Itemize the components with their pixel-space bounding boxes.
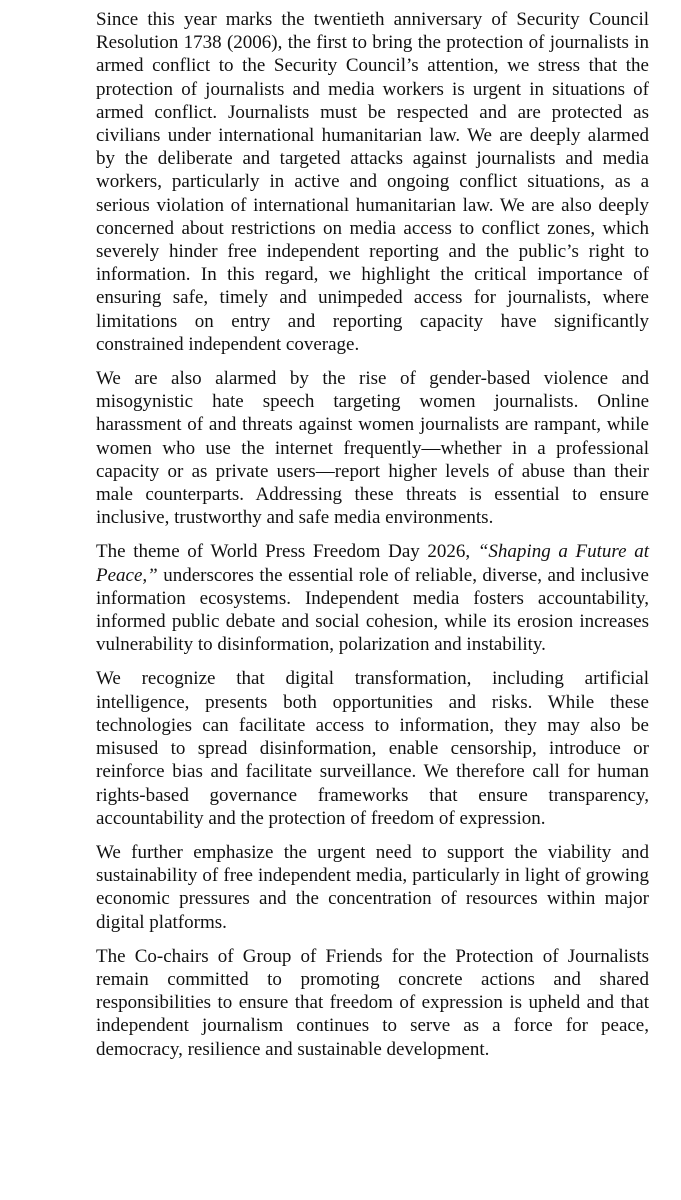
- theme-body-text: underscores the essential role of reliable, diverse, and inclusive information ecosystems. Independent media fosters accountability, informed public debate and social cohesion, while its erosion increases vulnerability to disinformation, polarization and instability.: [96, 564, 649, 656]
- paragraph-media-viability: We further emphasize the urgent need to support the viability and sustainability of free independent media, particularly in light of growing economic pressures and the concentration of resources within major digital platforms.: [96, 841, 649, 933]
- document-page: [96, 8, 649, 1072]
- paragraph-gender-based-violence: We are also alarmed by the rise of gender-based violence and misogynistic hate speech targeting women journalists. Online harassment of and threats against women journalists are rampant, while women who use the internet frequently—whether in a professional capacity or as private users—report higher levels of abuse than their male counterparts. Addressing these threats is essential to ensure inclusive, trustworthy and safe media environments.: [96, 368, 649, 529]
- theme-intro-text: The theme of World Press Freedom Day 2026,: [96, 541, 478, 563]
- paragraph-resolution-1738: Since this year marks the twentieth anniversary of Security Council Resolution 1738 (2006), the first to bring the protection of journalists in armed conflict to the Security Council’s attention, we stress that the protection of journalists and media workers is urgent in situations of armed conflict. Journalists must be respected and are protected as civilians under international humanitarian law. We are deeply alarmed by the deliberate and targeted attacks against journalists and media workers, particularly in active and ongoing conflict situations, as a serious violation of international humanitarian law. We are also deeply concerned about restrictions on media access to conflict zones, which severely hinder free independent reporting and the public’s right to information. In this regard, we highlight the critical importance of ensuring safe, timely and unimpeded access for journalists, where limitations on entry and reporting capacity have significantly constrained independent coverage.: [96, 9, 649, 355]
- paragraph-co-chairs-commitment: The Co-chairs of Group of Friends for the Protection of Journalists remain committed to promoting concrete actions and shared responsibilities to ensure that freedom of expression is upheld and that independent journalism continues to serve as a force for peace, democracy, resilience and sustainable development.: [96, 945, 649, 1060]
- paragraph-digital-transformation: We recognize that digital transformation, including artificial intelligence, presents both opportunities and risks. While these technologies can facilitate access to information, they may also be misused to spread disinformation, enable censorship, introduce or reinforce bias and facilitate surveillance. We therefore call for human rights-based governance frameworks that ensure transparency, accountability and the protection of freedom of expression.: [96, 668, 649, 829]
- theme-title: “Shaping a Future at Peace,”: [96, 541, 649, 586]
- paragraph-world-press-freedom-day: [96, 540, 649, 656]
